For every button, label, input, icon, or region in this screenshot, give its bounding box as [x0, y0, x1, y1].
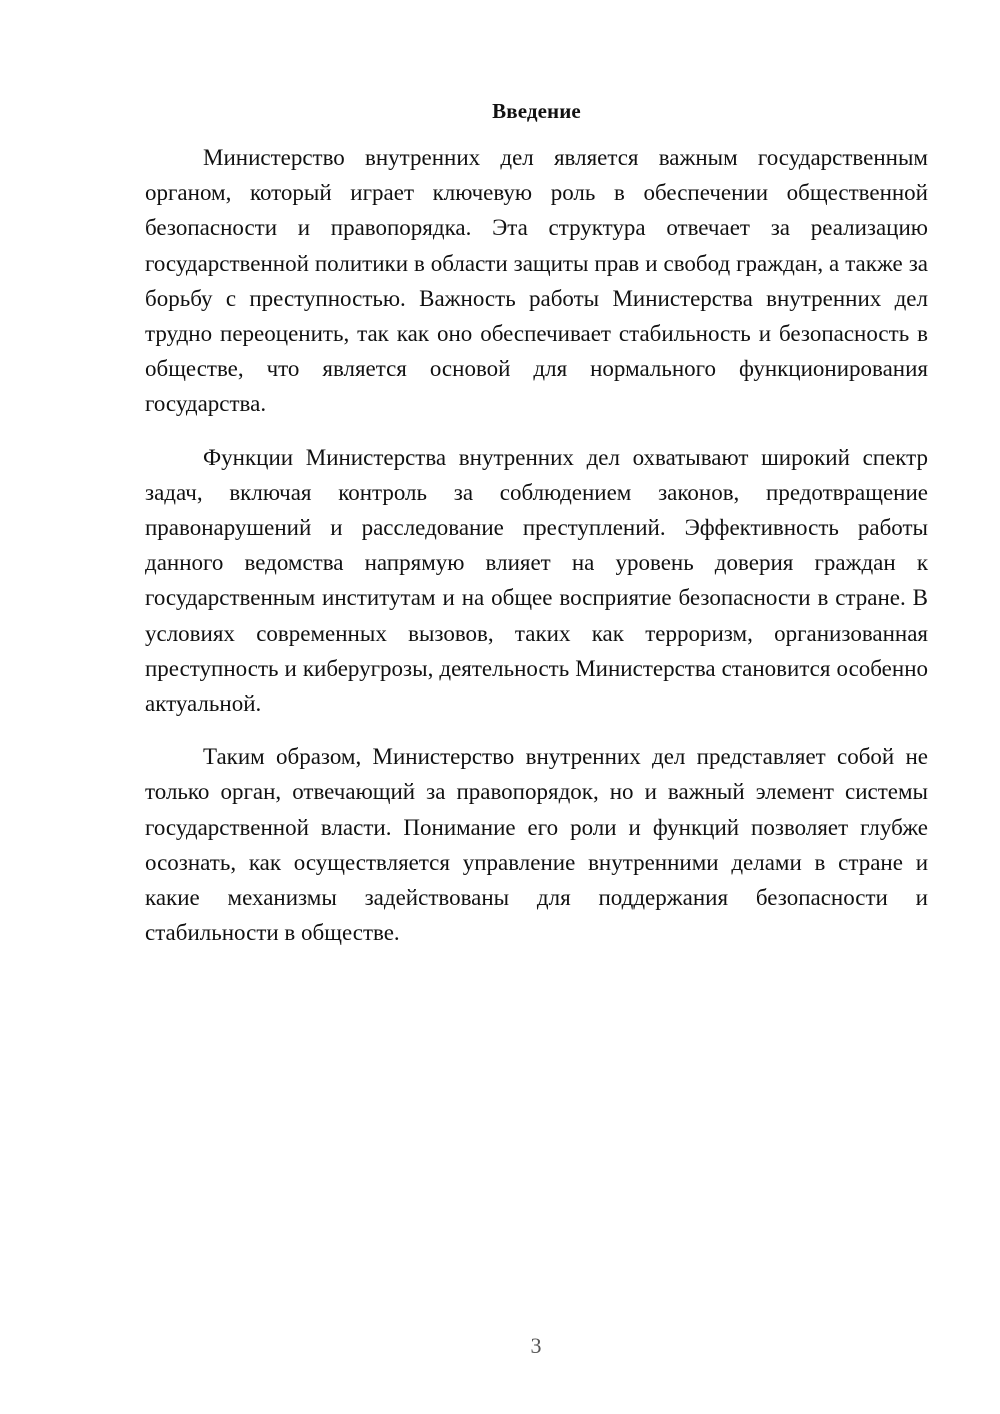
section-title: Введение — [492, 99, 581, 123]
paragraph-1: Министерство внутренних дел является важным государственным органом, который играет ключевую роль в обеспечении общественной безопасности и правопорядка. Эта структура отвечает за реализацию государственной политики в области защиты прав и свобод граждан, а также за борьбу с преступностью. Важность работы Министерства внутренних дел трудно переоценить, так как оно обеспечивает стабильность и безопасность в обществе, что является основой для нормального функционирования государства. — [145, 145, 928, 417]
document-body — [145, 96, 928, 968]
paragraph-2: Функции Министерства внутренних дел охватывают широкий спектр задач, включая контроль за соблюдением законов, предотвращение правонарушений и расследование преступлений. Эффективность работы данного ведомства напрямую влияет на уровень доверия граждан к государственным институтам и на общее восприятие безопасности в стране. В условиях современных вызовов, таких как терроризм, организованная преступность и киберугрозы, деятельность Министерства становится особенно актуальной. — [145, 444, 928, 717]
paragraph-3: Таким образом, Министерство внутренних дел представляет собой не только орган, отвечающий за правопорядок, но и важный элемент системы государственной власти. Понимание его роли и функций позволяет глубже осознать, как осуществляется управление внутренними делами в стране и какие механизмы задействованы для поддержания безопасности и стабильности в обществе. — [145, 744, 928, 946]
page-number: 3 — [530, 1333, 542, 1358]
